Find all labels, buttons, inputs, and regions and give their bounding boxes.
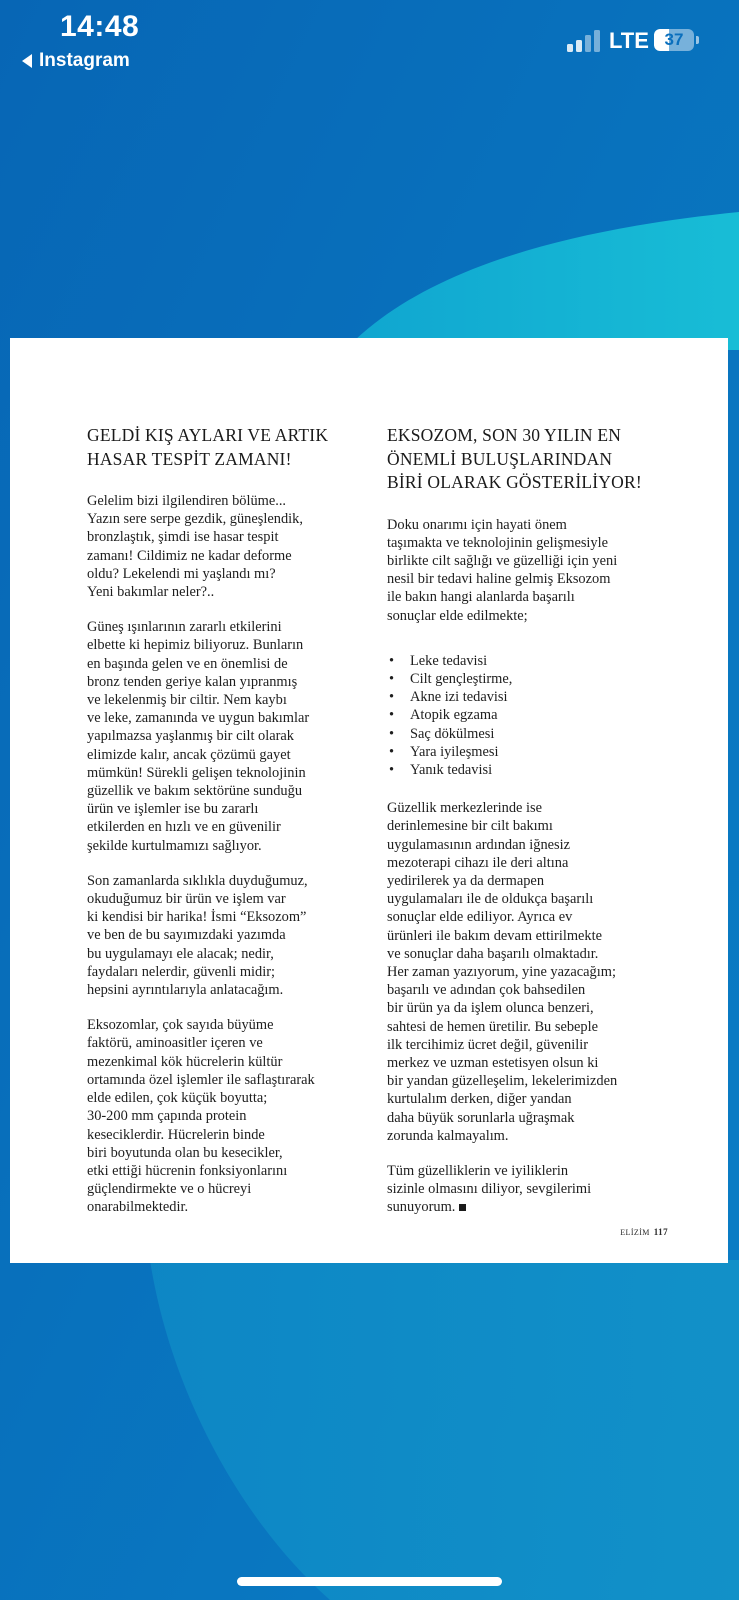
- list-item: • Saç dökülmesi: [387, 725, 673, 743]
- list-item: • Leke tedavisi: [387, 652, 673, 670]
- back-arrow-icon: [22, 54, 32, 68]
- left-heading: GELDİ KIŞ AYLARI VE ARTIK HASAR TESPİT ZAMANI!: [87, 425, 329, 469]
- magazine-page: [10, 338, 728, 1263]
- status-time: 14:48: [60, 10, 140, 43]
- list-item: • Yanık tedavisi: [387, 761, 673, 779]
- right-closing: Tüm güzelliklerin ve iyiliklerin sizinle olmasını diliyor, sevgilerimi sunuyorum.: [387, 1163, 592, 1216]
- list-item: • Cilt gençleştirme,: [387, 670, 673, 688]
- magazine-name: ELİZİM: [620, 1228, 650, 1237]
- list-item: • Yara iyileşmesi: [387, 743, 673, 761]
- back-to-instagram-button[interactable]: [22, 50, 130, 72]
- home-indicator[interactable]: [237, 1577, 502, 1586]
- right-column: [387, 424, 673, 1217]
- right-heading: EKSOZOM, SON 30 YILIN EN ÖNEMLİ BULUŞLARINDAN BİRİ OLARAK GÖSTERİLİYOR!: [387, 425, 642, 492]
- signal-bar-1: [567, 44, 573, 52]
- left-paragraph-4: Eksozomlar, çok sayıda büyüme faktörü, aminoasitler içeren ve mezenkimal kök hücrelerin kültür ortamında özel işlemler ile saflaştırarak elde edilen, çok küçük boyutta; 30-200 mm çapında protein keseciklerdir. Hücrelerin binde biri boyutunda olan bu kesecikler, etki ettiği hücrenin fonksiyonlarını güçlendirmekte ve o hücreyi onarabilmektedir.: [87, 1017, 315, 1216]
- page-number: 117: [653, 1227, 668, 1237]
- left-column: [87, 424, 359, 1234]
- battery-icon: [654, 29, 700, 51]
- page-footer: [620, 1227, 668, 1237]
- end-mark-icon: [459, 1204, 466, 1211]
- battery-level: 37: [664, 30, 684, 49]
- treatment-list: [387, 652, 673, 779]
- list-item: • Atopik egzama: [387, 706, 673, 724]
- signal-bar-3: [585, 35, 591, 52]
- signal-bar-2: [576, 40, 582, 52]
- network-type: LTE: [609, 28, 649, 53]
- left-paragraph-2: Güneş ışınlarının zararlı etkilerini elbette ki hepimiz biliyoruz. Bunların en başında gelen ve en önemlisi de bronz tenden geriye kalan yıpranmış ve lekelenmiş bir ciltir. Nem kaybı ve leke, zamanında ve uygun bakımlar yapılmazsa yaşlanmış bir cilt olarak elimizde kalır, ancak çözümü gayet mümkün! Sürekli gelişen teknolojinin güzellik ve bakım sektörüne sunduğu ürün ve işlemler ise bu zararlı etkilerden en hızlı ve en güvenilir şekilde kurtulmamızı sağlıyor.: [87, 619, 310, 854]
- left-paragraph-1: Gelelim bizi ilgilendiren bölüme... Yazın sere serpe gezdik, güneşlendik, bronzlaştık, şimdi ise hasar tespit zamanı! Cildimiz ne kadar deforme oldu? Lekelendi mi yaşlandı mı? Yeni bakımlar neler?..: [87, 493, 303, 601]
- list-item: • Akne izi tedavisi: [387, 688, 673, 706]
- left-paragraph-3: Son zamanlarda sıklıkla duyduğumuz, okuduğumuz bir ürün ve işlem var ki kendisi bir harika! İsmi “Eksozom” ve ben de bu sayımızdaki yazımda bu uygulamayı ele alacak; nedir, faydaları nelerdir, güvenli midir; hepsini ayrıntılarıyla anlatacağım.: [87, 872, 308, 999]
- right-intro: Doku onarımı için hayati önem taşımakta ve teknolojinin gelişmesiyle birlikte cilt sağlığı ve güzelliği için yeni nesil bir tedavi haline gelmiş Eksozom ile bakın hangi alanlarda başarılı sonuçlar elde edilmekte;: [387, 516, 618, 624]
- right-body: Güzellik merkezlerinde ise derinlemesine bir cilt bakımı uygulamasının ardından iğnesiz mezoterapi cihazı ile deri altına yedirilerek ya da dermapen uygulamaları ile de oldukça başarılı sonuçlar elde ediliyor. Ayrıca ev ürünleri ile bakım devam ettirilmekte ve sonuçlar daha başarılı olmaktadır. Her zaman yazıyorum, yine yazacağım; başarılı ve adından çok bahsedilen bir ürün ya da işlem olunca benzeri, sahtesi de hemen üretilir. Bu sebeple ilk tercihimiz ücret değil, güvenilir merkez ve uzman estetisyen olsun ki bir yandan güzelleşelim, lekelerimizden kurtulalım derken, diğer yandan daha büyük sorunlarla uğraşmak zorunda kalmayalım.: [387, 800, 618, 1144]
- battery-body: [654, 29, 694, 51]
- battery-cap: [696, 36, 699, 44]
- back-label: Instagram: [39, 50, 130, 71]
- signal-strength-icon: [567, 30, 603, 52]
- right-closing-wrap: [387, 1162, 673, 1217]
- signal-bar-4: [594, 30, 600, 52]
